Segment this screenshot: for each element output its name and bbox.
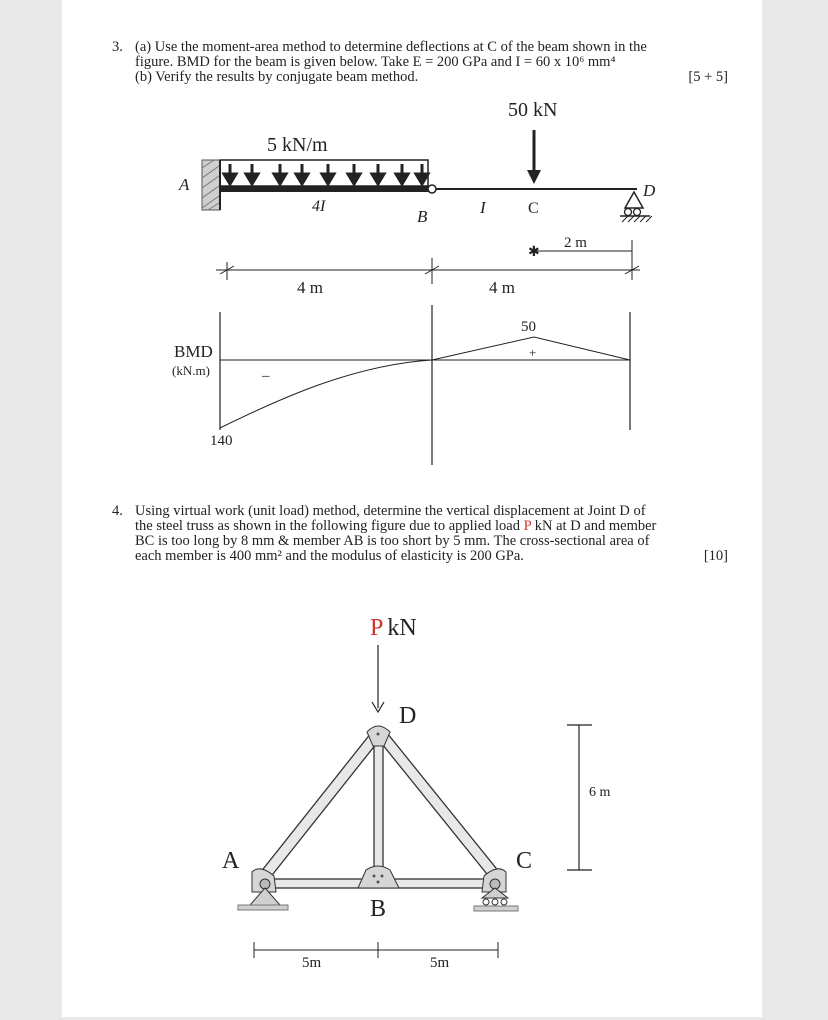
truss-label-C: C [516,848,533,874]
truss-label-A: A [222,848,240,874]
height-dimension-label: 6 m [589,785,611,800]
dim-4m-right-label: 4 m [489,278,515,297]
beam-label-D: D [643,181,656,200]
truss-figure [62,600,762,1020]
udl-label: 5 kN/m [267,134,328,156]
question-3-number: 3. [112,39,123,55]
question-3-line-2: figure. BMD for the beam is given below. Take E = 200 GPa and I = 60 x 10⁶ mm⁴ [135,54,616,70]
span-dimension [254,942,498,958]
question-4-marks: [10] [703,548,728,564]
bmd-negative-sign: – [262,368,270,384]
bmd-negative-curve [220,360,432,428]
member-BD [374,740,383,880]
page [62,0,762,1017]
point-load-label: 50 kN [508,99,558,121]
question-4-line-2: the steel truss as shown in the following figure due to applied load P kN at D and member [135,518,657,534]
question-3-line-1: (a) Use the moment-area method to determine deflections at C of the beam shown in the [135,39,647,55]
span-left-label: 5m [302,955,322,971]
dim-2m-label: 2 m [564,235,587,251]
bmd-positive-sign: + [529,345,537,360]
question-4-number: 4. [112,503,123,519]
question-3-part-b: (b) Verify the results by conjugate beam method. [135,69,419,85]
bmd-positive-value: 50 [521,319,536,335]
member-DC [374,728,504,884]
truss-load-label [370,615,417,641]
svg-text:✱: ✱ [528,245,540,260]
member-AD [256,728,384,884]
truss-label-B: B [370,896,387,922]
beam-label-C: C [528,200,539,217]
truss-load-unit: kN [387,615,417,641]
question-3-marks: [5 + 5] [688,69,728,85]
truss-label-D: D [399,703,417,729]
beam-label-I: I [480,198,486,217]
question-4 [112,503,728,564]
beam-label-B: B [417,207,428,226]
beam-figure [62,0,762,470]
question-4-load-P: P [523,518,532,534]
beam-label-4I: 4I [312,198,326,215]
bmd-units: (kN.m) [172,363,210,378]
beam-label-A: A [179,175,190,194]
question-4-line-4: each member is 400 mm² and the modulus of elasticity is 200 GPa. [10] [135,548,728,564]
question-4-line-3: BC is too long by 8 mm & member AB is too short by 5 mm. The cross-sectional area of [135,533,650,549]
hinge-B [428,185,436,193]
truss-members [256,728,504,888]
bmd-negative-value: 140 [210,433,233,449]
question-4-line-1: Using virtual work (unit load) method, determine the vertical displacement at Joint D of [135,503,646,519]
bmd-title: BMD [174,342,213,361]
fixed-support-A [202,160,220,210]
dim-4m-left-label: 4 m [297,278,323,297]
beam-segment-AB [220,186,430,192]
truss-load-P: P [370,615,384,641]
span-right-label: 5m [430,955,450,971]
